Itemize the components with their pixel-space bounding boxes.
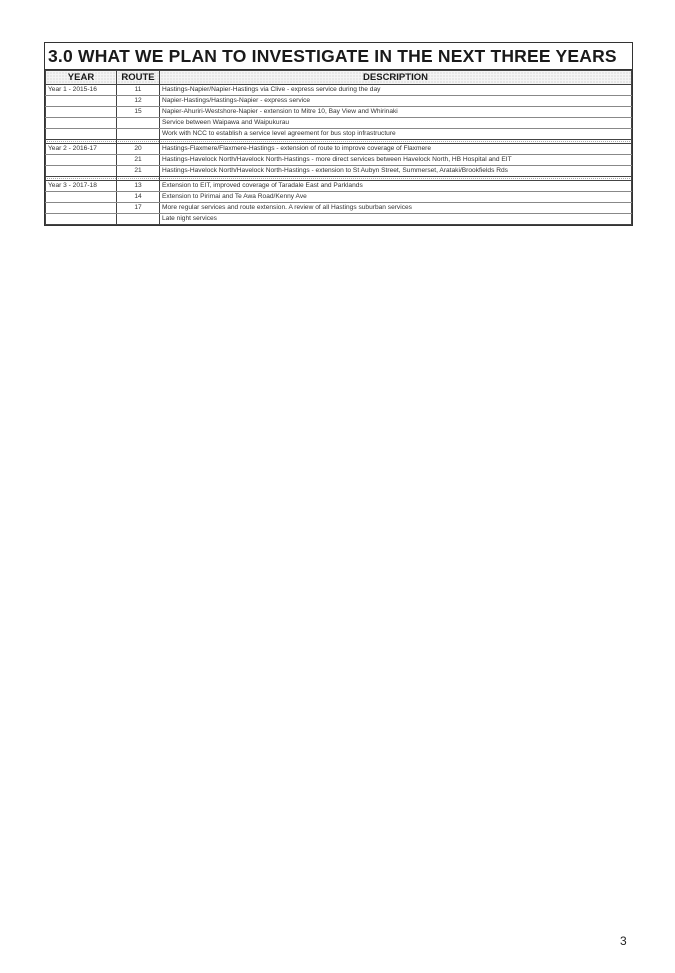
description-cell: Napier-Hastings/Hastings-Napier - express service [160, 96, 632, 107]
table-row [46, 192, 632, 203]
table-row [46, 181, 632, 192]
description-cell: Late night services [160, 214, 632, 225]
description-cell: Hastings-Havelock North/Havelock North-Hastings - extension to St Aubyn Street, Summerset, Arataki/Brookfields Rds [160, 166, 632, 177]
route-cell: 12 [117, 96, 160, 107]
year-cell [46, 96, 117, 107]
description-cell: Hastings-Flaxmere/Flaxmere-Hastings - extension of route to improve coverage of Flaxmere [160, 144, 632, 155]
table-row [46, 96, 632, 107]
year-cell [46, 155, 117, 166]
description-cell: Napier-Ahuriri-Westshore-Napier - extension to Mitre 10, Bay View and Whirinaki [160, 107, 632, 118]
route-cell: 14 [117, 192, 160, 203]
year-cell [46, 214, 117, 225]
description-column-header: DESCRIPTION [160, 71, 632, 85]
table-row [46, 118, 632, 129]
description-cell: Hastings-Napier/Napier-Hastings via Clive - express service during the day [160, 85, 632, 96]
table-row [46, 129, 632, 140]
year-cell [46, 166, 117, 177]
year-column-header: YEAR [46, 71, 117, 85]
year-cell: Year 3 - 2017-18 [46, 181, 117, 192]
description-cell: More regular services and route extension. A review of all Hastings suburban services [160, 203, 632, 214]
route-cell [117, 214, 160, 225]
year-cell: Year 1 - 2015-16 [46, 85, 117, 96]
description-cell: Extension to EIT, improved coverage of Taradale East and Parklands [160, 181, 632, 192]
description-cell: Extension to Pirimai and Te Awa Road/Kenny Ave [160, 192, 632, 203]
year-cell [46, 203, 117, 214]
route-column-header: ROUTE [117, 71, 160, 85]
investigation-plan-table-container [44, 42, 633, 226]
year-cell [46, 118, 117, 129]
table-row [46, 85, 632, 96]
year-cell [46, 192, 117, 203]
route-cell: 17 [117, 203, 160, 214]
route-cell: 21 [117, 166, 160, 177]
route-cell: 15 [117, 107, 160, 118]
table-row [46, 166, 632, 177]
investigation-table [45, 70, 632, 225]
year-cell: Year 2 - 2016-17 [46, 144, 117, 155]
route-cell: 21 [117, 155, 160, 166]
table-body [46, 85, 632, 225]
table-row [46, 203, 632, 214]
section-title: 3.0 WHAT WE PLAN TO INVESTIGATE IN THE NEXT THREE YEARS [45, 43, 632, 70]
route-cell: 11 [117, 85, 160, 96]
description-cell: Hastings-Havelock North/Havelock North-Hastings - more direct services between Havelock North, HB Hospital and EIT [160, 155, 632, 166]
table-row [46, 144, 632, 155]
table-row [46, 214, 632, 225]
route-cell [117, 129, 160, 140]
route-cell: 13 [117, 181, 160, 192]
year-cell [46, 107, 117, 118]
route-cell [117, 118, 160, 129]
table-row [46, 107, 632, 118]
page-number: 3 [620, 934, 627, 948]
description-cell: Work with NCC to establish a service level agreement for bus stop infrastructure [160, 129, 632, 140]
description-cell: Service between Waipawa and Waipukurau [160, 118, 632, 129]
table-row [46, 155, 632, 166]
year-cell [46, 129, 117, 140]
route-cell: 20 [117, 144, 160, 155]
header-row [46, 71, 632, 85]
